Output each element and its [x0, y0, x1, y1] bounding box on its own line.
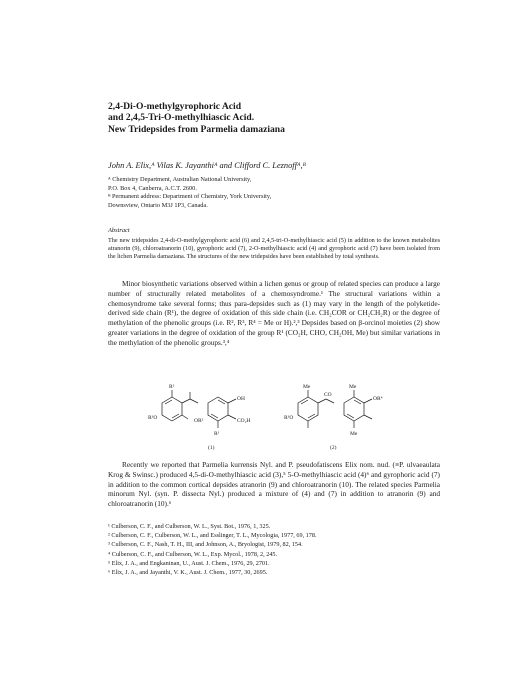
struct1-label-oh: OH	[237, 396, 245, 402]
structure-1-label: (1)	[208, 445, 215, 451]
struct2-label-co: CO	[324, 392, 332, 398]
body-paragraph-2: Recently we reported that Parmelia kurrensis Nyl. and P. pseudofatiscens Elix nom. nud. (≡P. ulvaeaulata Krog & Swinsc.) produced 4,5-di-O-methylhiascic acid (3),⁵ 5-O-methylhiascic acid (4)⁶ and gyrophoric acid (7) in addition to the common cortical depsides atranorin (9) and chloroatranorin (10). The related species Parmelia minorum Nyl. (syn. P. dissecta Nyl.) produced a mixture of (4) and (7) in addition to atranorin (9) and chloroatranorin (10).⁶	[108, 460, 440, 509]
affiliation-line-2: P.O. Box 4, Canberra, A.C.T. 2600.	[108, 184, 197, 192]
struct2-ring-b	[344, 397, 364, 421]
struct2-label-left: R³O	[284, 415, 294, 421]
struct2-label-or: OR⁴	[373, 396, 383, 402]
author-list: John A. Elix,ᴬ Vilas K. Jayanthiᴬ and Clifford C. Leznoffᴬ,ᴮ	[108, 161, 307, 170]
struct1-label-top: R¹	[169, 384, 175, 390]
struct1-label-co2h: CO₂H	[237, 418, 251, 424]
struct1-label-left: R³O	[148, 415, 158, 421]
affiliation-line-4: Downsview, Ontario M3J 1P3, Canada.	[108, 202, 208, 210]
reference-item: ⁴ Culberson, C. F., and Culberson, W. L., Exp. Mycol., 1978, 2, 245.	[108, 550, 278, 558]
struct1-label-or: OR²	[194, 418, 204, 424]
affiliation-line-3: ᴮ Permanent address: Department of Chemistry, York University,	[108, 193, 272, 201]
reference-item: ⁵ Elix, J. A., and Engkaninan, U., Aust. J. Chem., 1976, 29, 2701.	[108, 559, 270, 567]
abstract-heading: Abstract	[108, 227, 130, 234]
title-line-3: New Tridepsides from Parmelia damaziana	[108, 123, 285, 135]
reference-item: ³ Culberson, C. F., Nash, T. H., III, and Johnson, A., Bryologist, 1979, 82, 154.	[108, 541, 303, 549]
structure-drawing	[148, 381, 434, 453]
title-line-1: 2,4-Di-O-methylgyrophoric Acid	[108, 101, 242, 112]
affiliations	[108, 176, 440, 211]
struct2-label-bottom: Me	[350, 431, 358, 437]
references	[108, 522, 440, 577]
struct2-label-top-left: Me	[303, 384, 311, 390]
affiliation-line-1: ᴬ Chemistry Department, Australian National University,	[108, 176, 252, 183]
chemical-structures-figure	[148, 381, 434, 453]
struct2-ring-a	[298, 397, 318, 421]
reference-item: ⁶ Elix, J. A., and Jayanthi, V. K., Aust. J. Chem., 1977, 30, 2695.	[108, 569, 268, 577]
reference-item: ² Culberson, C. F., Culberson, W. L., and Esslinger, T. L., Mycologia, 1977, 69, 178.	[108, 532, 317, 540]
struct1-label-bottom: R¹	[214, 431, 220, 437]
reference-item: ¹ Culberson, C. F., and Culberson, W. L., Syst. Bot., 1976, 1, 325.	[108, 523, 271, 530]
structure-2-label: (2)	[330, 445, 337, 451]
title-line-2: and 2,4,5-Tri-O-methylhiascic Acid.	[108, 112, 255, 124]
struct1-ring-b	[208, 397, 228, 421]
abstract-text: The new tridepsides 2,4-di-O-methylgyrophoric acid (6) and 2,4,5-tri-O-methylhiascic acid (5) in addition to the known metabolites atranorin (9), chloroatranorin (10), gyrophoric acid (7), 2-O-methylhiascic acid (4) and gyrophoric acid (7) have been isolated from the lichen Parmelia damaziana. The structures of the new tridepsides have been established by total synthesis.	[108, 237, 440, 261]
struct2-label-top-right: Me	[349, 384, 357, 390]
paper-title	[108, 101, 440, 135]
struct1-ring-a	[162, 397, 182, 421]
body-paragraph-1: Minor biosynthetic variations observed within a lichen genus or group of related species can produce a large number of structurally related metabolites of a chemosyndrome.¹ The structural variations within a chemosyndrome take several forms; thus para-depsides such as (1) may vary in the length of the polyketide-derived side chain (R¹), the degree of oxidation of this side chain (i.e. CH₂COR or CH₂CH₂R) or the degree of methylation of the phenolic groups (i.e. R², R³, R⁴ = Me or H).²,³ Depsides based on β-orcinol moieties (2) show greater variations in the degree of oxidation of the group R¹ (CO₂H, CHO, CH₂OH, Me) but similar variations in the methylation of the phenolic groups.³,⁴	[108, 279, 440, 347]
